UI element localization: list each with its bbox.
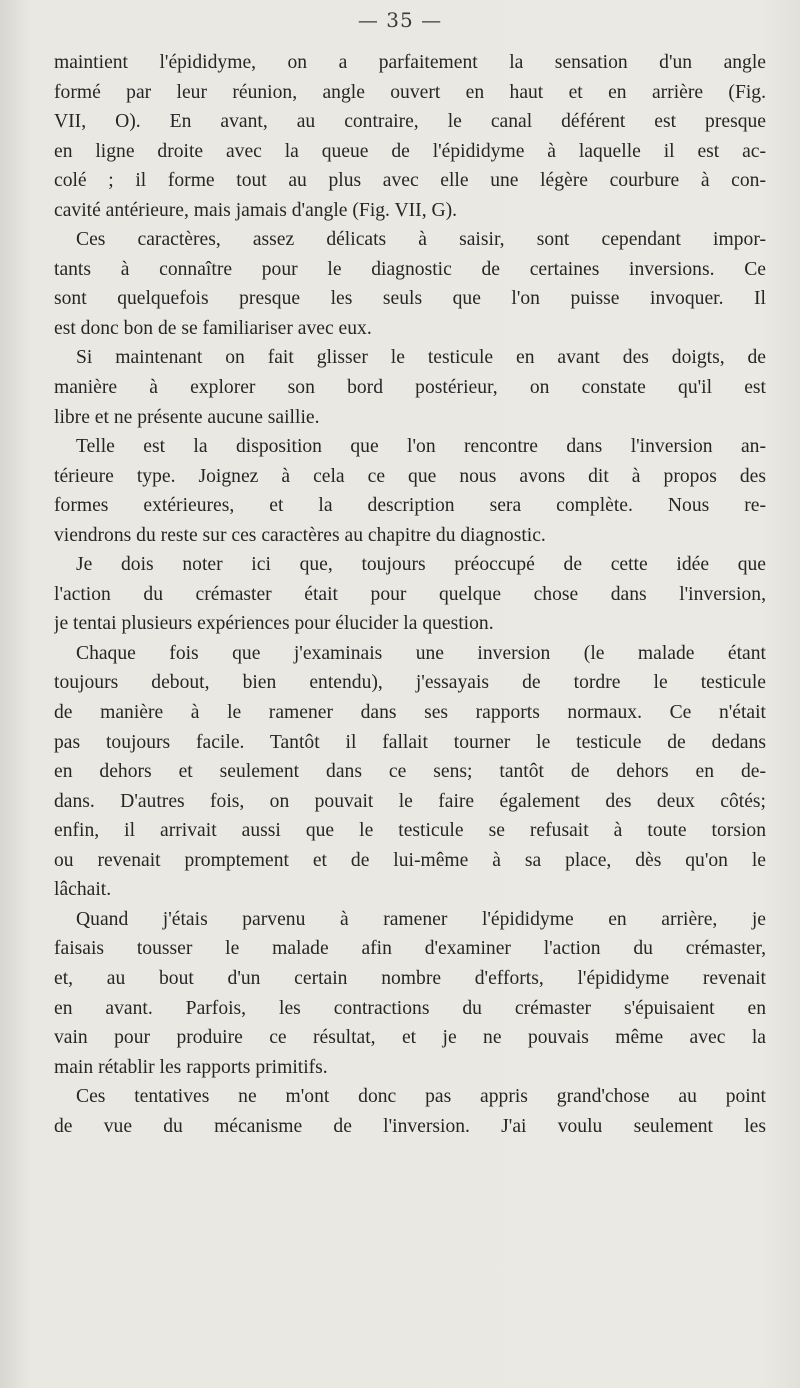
text-line: main rétablir les rapports primitifs. bbox=[54, 1056, 328, 1078]
text-line: formes extérieures, et la description sera complète. Nous re- bbox=[54, 495, 766, 517]
text-line: l'action du crémaster était pour quelque chose dans l'inversion, bbox=[54, 583, 766, 605]
text-line: de manière à le ramener dans ses rapports normaux. Ce n'était bbox=[54, 702, 766, 724]
text-line: Chaque fois que j'examinais une inversion (le malade étant bbox=[76, 642, 766, 664]
text-line: et, au bout d'un certain nombre d'efforts, l'épididyme revenait bbox=[54, 967, 766, 989]
text-line: en dehors et seulement dans ce sens; tantôt de dehors en de- bbox=[54, 761, 766, 783]
text-line: de vue du mécanisme de l'inversion. J'ai voulu seulement les bbox=[54, 1115, 766, 1137]
text-line: enfin, il arrivait aussi que le testicule se refusait à toute torsion bbox=[54, 820, 766, 842]
text-line: Je dois noter ici que, toujours préoccupé de cette idée que bbox=[76, 554, 766, 576]
text-line: térieure type. Joignez à cela ce que nous avons dit à propos des bbox=[54, 465, 766, 487]
body-text bbox=[54, 48, 766, 1141]
text-line: pas toujours facile. Tantôt il fallait tourner le testicule de dedans bbox=[54, 731, 766, 753]
text-line: toujours debout, bien entendu), j'essayais de tordre le testicule bbox=[54, 672, 766, 694]
text-line: VII, O). En avant, au contraire, le canal déférent est presque bbox=[54, 111, 766, 133]
text-line: dans. D'autres fois, on pouvait le faire également des deux côtés; bbox=[54, 790, 766, 812]
text-line: viendrons du reste sur ces caractères au chapitre du diagnostic. bbox=[54, 524, 546, 546]
page-number: — 35 — bbox=[357, 8, 443, 32]
text-line: Si maintenant on fait glisser le testicule en avant des doigts, de bbox=[76, 347, 766, 369]
text-line: colé ; il forme tout au plus avec elle une légère courbure à con- bbox=[54, 170, 766, 192]
text-line: en avant. Parfois, les contractions du crémaster s'épuisaient en bbox=[54, 997, 766, 1019]
text-line: je tentai plusieurs expériences pour élucider la question. bbox=[54, 613, 494, 635]
text-line: Ces tentatives ne m'ont donc pas appris grand'chose au point bbox=[76, 1086, 766, 1108]
text-line: maintient l'épididyme, on a parfaitement la sensation d'un angle bbox=[54, 52, 766, 73]
text-line: ou revenait promptement et de lui-même à sa place, dès qu'on le bbox=[54, 849, 766, 871]
text-line: en ligne droite avec la queue de l'épididyme à laquelle il est ac- bbox=[54, 140, 766, 162]
text-line: manière à explorer son bord postérieur, on constate qu'il est bbox=[54, 377, 766, 399]
text-line: vain pour produire ce résultat, et je ne pouvais même avec la bbox=[54, 1027, 766, 1049]
text-line: tants à connaître pour le diagnostic de certaines inversions. Ce bbox=[54, 258, 766, 280]
text-line: Ces caractères, assez délicats à saisir, sont cependant impor- bbox=[76, 229, 766, 251]
text-line: lâchait. bbox=[54, 879, 112, 901]
text-line: sont quelquefois presque les seuls que l'on puisse invoquer. Il bbox=[54, 288, 766, 310]
text-line: formé par leur réunion, angle ouvert en haut et en arrière (Fig. bbox=[54, 81, 766, 103]
text-line: Telle est la disposition que l'on rencontre dans l'inversion an- bbox=[76, 436, 766, 458]
text-line: cavité antérieure, mais jamais d'angle (Fig. VII, G). bbox=[54, 199, 458, 221]
text-line: faisais tousser le malade afin d'examiner l'action du crémaster, bbox=[54, 938, 766, 960]
text-line: libre et ne présente aucune saillie. bbox=[54, 406, 320, 428]
text-line: est donc bon de se familiariser avec eux. bbox=[54, 317, 372, 339]
text-line: Quand j'étais parvenu à ramener l'épididyme en arrière, je bbox=[76, 908, 766, 930]
